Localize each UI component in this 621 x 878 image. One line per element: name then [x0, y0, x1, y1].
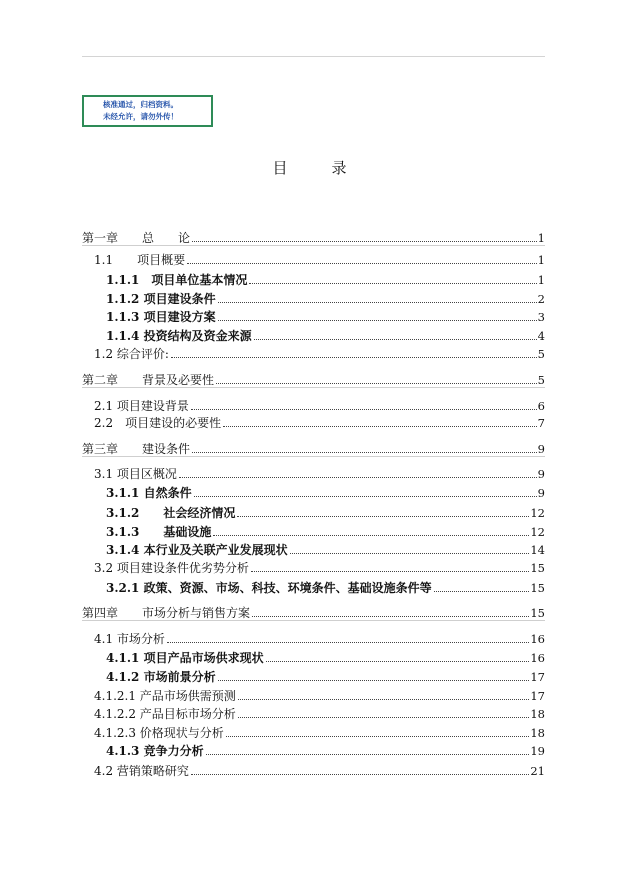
toc-entry-title: 3.1.2 社会经济情况 [106, 506, 236, 520]
toc-entry-title: 4.2 营销策略研究 [94, 764, 189, 778]
toc-leader-dots [218, 679, 530, 681]
toc-entry[interactable] [82, 521, 545, 539]
toc-leader-dots [167, 641, 529, 643]
toc-leader-dots [254, 338, 537, 340]
toc-page-number: 4 [537, 329, 545, 343]
toc-leader-dots [191, 408, 537, 410]
toc-entry[interactable] [82, 557, 545, 575]
toc-entry[interactable] [82, 395, 545, 413]
toc-entry[interactable] [82, 482, 545, 500]
toc-entry[interactable] [82, 325, 545, 343]
toc-entry[interactable] [82, 343, 545, 361]
toc-page-number: 5 [537, 373, 545, 387]
toc-entry[interactable] [82, 438, 545, 457]
toc-page-number: 18 [530, 726, 545, 740]
toc-page-number: 1 [537, 231, 545, 245]
toc-entry[interactable] [82, 602, 545, 621]
toc-page-number: 17 [530, 689, 545, 703]
toc-page-number: 1 [537, 253, 545, 267]
toc-page-number: 1 [537, 273, 545, 287]
toc-leader-dots [194, 495, 537, 497]
toc-entry[interactable] [82, 306, 545, 324]
toc-entry[interactable] [82, 647, 545, 665]
toc-entry-title: 3.1.3 基础设施 [106, 525, 212, 539]
toc-entry[interactable] [82, 577, 545, 595]
toc-entry-title: 1.1.1 项目单位基本情况 [106, 273, 248, 287]
toc-entry[interactable] [82, 740, 545, 758]
toc-page-number: 12 [530, 506, 545, 520]
toc-entry-title: 第四章 市场分析与销售方案 [82, 606, 251, 620]
toc-page-number: 16 [530, 632, 545, 646]
toc-entry-title: 3.2.1 政策、资源、市场、科技、环境条件、基础设施条件等 [106, 581, 432, 595]
toc-page-number: 9 [537, 442, 545, 456]
toc-entry-title: 4.1.3 竞争力分析 [106, 744, 204, 758]
toc-entry[interactable] [82, 502, 545, 520]
toc-leader-dots [171, 356, 537, 358]
toc-leader-dots [223, 425, 537, 427]
toc-page-number: 7 [537, 416, 545, 430]
toc-leader-dots [226, 735, 530, 737]
toc-entry-title: 4.1.2 市场前景分析 [106, 670, 216, 684]
toc-leader-dots [434, 590, 530, 592]
toc-entry-title: 4.1.1 项目产品市场供求现状 [106, 651, 264, 665]
toc-page-number: 14 [530, 543, 545, 557]
toc-entry-title: 1.2 综合评价: [94, 347, 169, 361]
toc-entry-title: 4.1.2.2 产品目标市场分析 [94, 707, 236, 721]
toc-leader-dots [237, 515, 529, 517]
toc-entry[interactable] [82, 412, 545, 430]
approval-stamp [82, 95, 213, 127]
toc-leader-dots [192, 240, 537, 242]
toc-entry-title: 1.1.2 项目建设条件 [106, 292, 216, 306]
toc-entry[interactable] [82, 269, 545, 287]
toc-leader-dots [266, 660, 530, 662]
toc-entry[interactable] [82, 628, 545, 646]
toc-page-number: 16 [530, 651, 545, 665]
toc-entry[interactable] [82, 539, 545, 557]
toc-page-number: 6 [537, 399, 545, 413]
toc-entry-title: 2.2 项目建设的必要性 [94, 416, 222, 430]
toc-leader-dots [249, 282, 536, 284]
toc-page-number: 15 [530, 561, 545, 575]
toc-leader-dots [216, 382, 537, 384]
toc-entry-title: 4.1 市场分析 [94, 632, 165, 646]
page-title [0, 157, 621, 178]
toc-entry[interactable] [82, 227, 545, 246]
toc-page-number: 12 [530, 525, 545, 539]
toc-page-number: 18 [530, 707, 545, 721]
toc-entry-title: 1.1.4 投资结构及资金来源 [106, 329, 252, 343]
title-char-1: 目 [272, 159, 290, 177]
toc-leader-dots [192, 451, 537, 453]
toc-entry[interactable] [82, 288, 545, 306]
toc-page-number: 9 [537, 467, 545, 481]
toc-entry-title: 3.1.1 自然条件 [106, 486, 192, 500]
toc-leader-dots [213, 534, 529, 536]
header-rule [82, 56, 545, 57]
toc-entry-title: 3.1.4 本行业及关联产业发展现状 [106, 543, 288, 557]
toc-entry-title: 第二章 背景及必要性 [82, 373, 215, 387]
toc-leader-dots [251, 570, 529, 572]
toc-leader-dots [191, 773, 529, 775]
title-char-2: 录 [331, 159, 349, 177]
toc-leader-dots [218, 301, 537, 303]
toc-entry-title: 第三章 建设条件 [82, 442, 191, 456]
toc-entry[interactable] [82, 249, 545, 267]
toc-page-number: 15 [530, 581, 545, 595]
toc-page-number: 19 [530, 744, 545, 758]
toc-entry[interactable] [82, 760, 545, 778]
toc-leader-dots [290, 552, 530, 554]
toc-page-number: 2 [537, 292, 545, 306]
toc-page-number: 21 [530, 764, 545, 778]
toc-page-number: 15 [530, 606, 545, 620]
toc-entry-title: 2.1 项目建设背景 [94, 399, 189, 413]
stamp-line-2: 未经允许，请勿外传！ [103, 112, 178, 121]
toc-page-number: 3 [537, 310, 545, 324]
toc-entry[interactable] [82, 463, 545, 481]
toc-entry[interactable] [82, 685, 545, 703]
toc-entry-title: 3.2 项目建设条件优劣势分析 [94, 561, 249, 575]
toc-leader-dots [238, 716, 530, 718]
toc-page-number: 17 [530, 670, 545, 684]
toc-entry-title: 第一章 总 论 [82, 231, 191, 245]
toc-entry[interactable] [82, 369, 545, 388]
toc-entry[interactable] [82, 722, 545, 740]
toc-entry-title: 3.1 项目区概况 [94, 467, 177, 481]
toc-leader-dots [187, 262, 537, 264]
toc-entry[interactable] [82, 666, 545, 684]
stamp-line-1: 核准通过，归档资料。 [103, 100, 178, 109]
toc-leader-dots [206, 753, 530, 755]
toc-entry-title: 1.1 项目概要 [94, 253, 186, 267]
toc-entry-title: 4.1.2.1 产品市场供需预测 [94, 689, 236, 703]
toc-leader-dots [238, 698, 530, 700]
toc-leader-dots [218, 319, 537, 321]
toc-entry-title: 4.1.2.3 价格现状与分析 [94, 726, 224, 740]
toc-page-number: 5 [537, 347, 545, 361]
toc-entry[interactable] [82, 703, 545, 721]
toc-leader-dots [252, 615, 529, 617]
toc-entry-title: 1.1.3 项目建设方案 [106, 310, 216, 324]
toc-leader-dots [179, 476, 537, 478]
toc-page-number: 9 [537, 486, 545, 500]
